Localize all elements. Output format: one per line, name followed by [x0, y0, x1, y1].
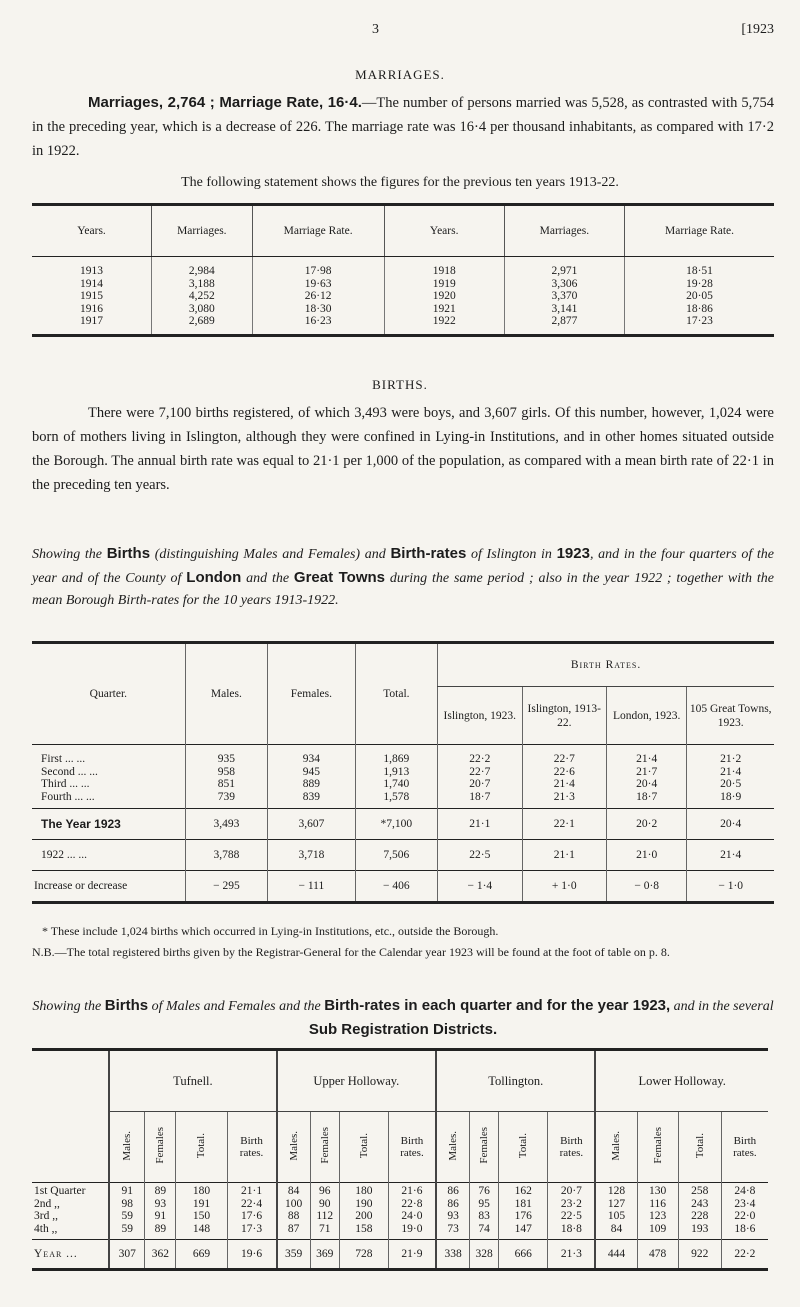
cell: 21·4 — [607, 745, 687, 766]
col-males: Males. — [277, 1112, 311, 1183]
cell: 200 — [339, 1210, 388, 1223]
col-males: Males. — [595, 1112, 637, 1183]
col-marriages: Marriages. — [504, 205, 624, 257]
cell: 1921 — [384, 303, 504, 316]
cell: 76 — [470, 1183, 499, 1198]
row-label: Second ... ... — [41, 765, 98, 778]
cell: 935 — [185, 745, 267, 766]
cell: 18·6 — [721, 1223, 768, 1240]
cell: 20·4 — [607, 778, 687, 791]
caption-text: (distinguishing Males and Females) and — [150, 547, 391, 562]
cell: 23·2 — [548, 1198, 596, 1211]
table-row — [32, 1223, 768, 1240]
cell: 1917 — [32, 315, 152, 335]
cell: 18·30 — [252, 303, 384, 316]
cell: 922 — [678, 1240, 721, 1270]
cell: 3,493 — [185, 809, 267, 840]
cell: 123 — [637, 1210, 678, 1223]
cell: 21·9 — [388, 1240, 436, 1270]
cell: 2,689 — [152, 315, 252, 335]
table-row — [32, 1198, 768, 1211]
cell: 22·0 — [721, 1210, 768, 1223]
col-birth-rates: Birth rates. — [721, 1112, 768, 1183]
cell: 162 — [499, 1183, 548, 1198]
col-years: Years. — [384, 205, 504, 257]
cell: 3,788 — [185, 840, 267, 871]
cell: 147 — [499, 1223, 548, 1240]
caption-bold: Great Towns — [293, 568, 385, 586]
cell: 3,080 — [152, 303, 252, 316]
cell: 22·6 — [522, 766, 606, 779]
cell: 22·4 — [227, 1198, 277, 1211]
table-row — [32, 278, 774, 291]
cell: 180 — [176, 1183, 227, 1198]
cell: 1915 — [80, 290, 104, 302]
cell: 22·8 — [388, 1198, 436, 1211]
cell: 1,578 — [355, 791, 437, 809]
cell: 176 — [499, 1210, 548, 1223]
cell: 21·2 — [687, 745, 774, 766]
marriages-paragraph — [32, 91, 774, 163]
col-marriages: Marriages. — [152, 205, 252, 257]
cell: 84 — [277, 1183, 311, 1198]
row-label: First ... ... — [32, 745, 185, 766]
cell: 851 — [185, 778, 267, 791]
col-birth-rates: Birth rates. — [227, 1112, 277, 1183]
cell: 21·3 — [548, 1240, 596, 1270]
row-label: Increase or decrease — [32, 871, 185, 903]
cell: 18·51 — [625, 257, 774, 278]
cell: 20·5 — [687, 778, 774, 791]
cell: 22·5 — [438, 840, 522, 871]
districts-caption — [32, 995, 774, 1042]
cell: 1913 — [80, 265, 104, 277]
col-total: Total. — [339, 1112, 388, 1183]
table-row — [32, 290, 774, 303]
cell: 100 — [277, 1198, 311, 1211]
cell: 181 — [499, 1198, 548, 1211]
table-row — [32, 303, 774, 316]
cell: 191 — [176, 1198, 227, 1211]
col-total: Total. — [176, 1112, 227, 1183]
cell: 934 — [268, 745, 356, 766]
col-birth-rates: Birth rates. — [388, 1112, 436, 1183]
table-row — [32, 315, 774, 335]
caption-text: , and in the four quarters of the year and of the County of — [32, 547, 775, 586]
table-row — [32, 791, 774, 809]
cell: 93 — [145, 1198, 176, 1211]
col-females: Females — [145, 1112, 176, 1183]
cell: 21·4 — [522, 778, 606, 791]
cell: 16·23 — [252, 315, 384, 335]
cell: 19·63 — [252, 278, 384, 291]
caption-text: of Males and Females and the — [148, 999, 325, 1014]
cell: 2,877 — [504, 315, 624, 335]
table-row — [32, 766, 774, 779]
cell: 22·2 — [721, 1240, 768, 1270]
table-row-change — [32, 871, 774, 903]
cell: 96 — [310, 1183, 339, 1198]
row-label: Third ... ... — [41, 778, 90, 790]
cell: 359 — [277, 1240, 311, 1270]
births-table-caption — [32, 543, 774, 613]
caption-text: Showing the — [32, 547, 107, 562]
table-row — [32, 1240, 768, 1270]
cell: 7,506 — [355, 840, 437, 871]
cell: 22·2 — [438, 745, 522, 766]
table-row — [32, 257, 774, 278]
cell: 109 — [637, 1223, 678, 1240]
row-label: 2nd ,, — [34, 1197, 60, 1210]
cell: 128 — [595, 1183, 637, 1198]
cell: 17·98 — [252, 257, 384, 278]
row-label: Fourth ... ... — [41, 790, 95, 803]
cell: 193 — [678, 1223, 721, 1240]
cell: 1922 — [384, 315, 504, 335]
caption-bold: Birth-rates in each quarter and for the year 1923, — [324, 997, 671, 1014]
cell: 19·0 — [388, 1223, 436, 1240]
cell: 20·2 — [607, 809, 687, 840]
cell: 18·7 — [438, 791, 522, 809]
cell: 1914 — [80, 277, 104, 290]
cell: 243 — [678, 1198, 721, 1211]
col-females: Females — [470, 1112, 499, 1183]
cell: 86 — [436, 1183, 470, 1198]
col-males: Males. — [185, 643, 267, 745]
page-number: 3 — [372, 22, 379, 37]
cell: 18·86 — [625, 303, 774, 316]
caption-text: Showing the — [32, 999, 105, 1014]
cell: 91 — [109, 1183, 145, 1198]
cell: − 1·0 — [687, 871, 774, 903]
cell: 74 — [470, 1223, 499, 1240]
cell: 1,869 — [355, 745, 437, 766]
cell: 24·8 — [721, 1183, 768, 1198]
table-row-1922 — [32, 840, 774, 871]
births-nb: N.B.—The total registered births given by the Registrar-General for the Calendar year 1923 will be found at the foot of table on p. 8. — [32, 945, 670, 959]
caption-bold: Births — [106, 545, 151, 562]
cell: 87 — [277, 1223, 311, 1240]
cell: 116 — [637, 1198, 678, 1211]
cell: 190 — [339, 1198, 388, 1211]
cell: *7,100 — [355, 809, 437, 840]
caption-bold: 1923 — [556, 545, 590, 562]
cell: − 295 — [185, 871, 267, 903]
cell: 258 — [678, 1183, 721, 1198]
cell: 20·7 — [438, 778, 522, 791]
cell: 3,306 — [504, 278, 624, 291]
cell: 18·9 — [687, 791, 774, 809]
caption-bold: Births — [104, 997, 149, 1014]
cell: 3,607 — [268, 809, 356, 840]
cell: − 1·4 — [438, 871, 522, 903]
col-great-towns: 105 Great Towns, 1923. — [687, 687, 774, 745]
col-females: Females. — [268, 643, 356, 745]
cell: 88 — [277, 1210, 311, 1223]
cell: 17·23 — [625, 315, 774, 335]
row-label: The Year 1923 — [32, 809, 185, 840]
cell: − 111 — [268, 871, 356, 903]
cell: 112 — [310, 1210, 339, 1223]
page-header — [0, 22, 800, 42]
table-row — [32, 1210, 768, 1223]
cell: 18·7 — [607, 791, 687, 809]
col-females: Females — [637, 1112, 678, 1183]
group-upper-holloway: Upper Holloway. — [277, 1050, 436, 1112]
cell: 21·7 — [607, 766, 687, 779]
col-quarter: Quarter. — [32, 643, 185, 745]
cell: 3,188 — [152, 278, 252, 291]
col-marriage-rate: Marriage Rate. — [625, 205, 774, 257]
cell: 1,740 — [355, 778, 437, 791]
births-table — [32, 641, 774, 904]
cell: 180 — [339, 1183, 388, 1198]
cell: 26·12 — [252, 290, 384, 303]
cell: 18·8 — [548, 1223, 596, 1240]
cell: 84 — [595, 1223, 637, 1240]
cell: 73 — [436, 1223, 470, 1240]
cell: 1919 — [384, 278, 504, 291]
caption-text: during the same period ; also in the year 1922 ; together with the mean Borough Birth-rates for the 10 years 1913-1922. — [32, 570, 774, 608]
cell: 3,370 — [504, 290, 624, 303]
row-label: 4th ,, — [34, 1222, 58, 1235]
cell: 3,718 — [268, 840, 356, 871]
cell: − 0·8 — [607, 871, 687, 903]
row-label: 3rd ,, — [34, 1210, 58, 1222]
cell: 98 — [109, 1198, 145, 1211]
cell: 21·1 — [227, 1183, 277, 1198]
cell: 21·0 — [607, 840, 687, 871]
group-tollington: Tollington. — [436, 1050, 595, 1112]
cell: 21·1 — [438, 809, 522, 840]
cell: 839 — [268, 791, 356, 809]
births-footnote: * These include 1,024 births which occurred in Lying-in Institutions, etc., outside the Borough. — [42, 924, 499, 938]
group-birth-rates: Birth Rates. — [438, 643, 774, 687]
cell: 90 — [310, 1198, 339, 1211]
districts-table — [32, 1048, 768, 1271]
col-marriage-rate: Marriage Rate. — [252, 205, 384, 257]
cell: 1916 — [80, 302, 104, 315]
cell: 945 — [268, 766, 356, 779]
cell: 478 — [637, 1240, 678, 1270]
col-females: Females — [310, 1112, 339, 1183]
cell: 91 — [145, 1210, 176, 1223]
cell: 19·6 — [227, 1240, 277, 1270]
table-row — [32, 745, 774, 766]
cell: 158 — [339, 1223, 388, 1240]
col-london: London, 1923. — [607, 687, 687, 745]
cell: 59 — [109, 1223, 145, 1240]
cell: 328 — [470, 1240, 499, 1270]
cell: 1918 — [384, 257, 504, 278]
cell: 889 — [268, 778, 356, 791]
cell: 21·4 — [687, 766, 774, 779]
cell: 93 — [436, 1210, 470, 1223]
cell: 20·05 — [625, 290, 774, 303]
cell: 21·6 — [388, 1183, 436, 1198]
cell: − 406 — [355, 871, 437, 903]
col-islington-1923: Islington, 1923. — [438, 687, 522, 745]
births-paragraph: There were 7,100 births registered, of which 3,493 were boys, and 3,607 girls. Of this number, however, 1,024 were born of mothers living in Islington, although they were confined in Lying-in Institutions, and in other homes situated outside the Borough. The annual birth rate was equal to 21·1 per 1,000 of the population, as compared with a mean birth rate of 22·1 in the preceding ten years. — [32, 405, 774, 493]
cell: 89 — [145, 1183, 176, 1198]
caption-bold: Sub Registration Districts. — [308, 1020, 498, 1038]
cell: 369 — [310, 1240, 339, 1270]
marriages-title: MARRIAGES. — [355, 67, 445, 82]
cell: 20·7 — [548, 1183, 596, 1198]
col-total: Total. — [678, 1112, 721, 1183]
col-total: Total. — [499, 1112, 548, 1183]
cell: 1,913 — [355, 766, 437, 779]
cell: 666 — [499, 1240, 548, 1270]
cell: 228 — [678, 1210, 721, 1223]
cell: 86 — [436, 1198, 470, 1211]
row-label: 1922 ... ... — [32, 840, 185, 871]
cell: 21·1 — [522, 840, 606, 871]
cell: 2,971 — [504, 257, 624, 278]
cell: 59 — [109, 1210, 145, 1223]
col-islington-mean: Islington, 1913-22. — [522, 687, 606, 745]
cell: 17·6 — [227, 1210, 277, 1223]
table-row — [32, 1183, 768, 1198]
cell: 958 — [185, 766, 267, 779]
cell: 669 — [176, 1240, 227, 1270]
marriages-table — [32, 203, 774, 337]
cell: 739 — [185, 791, 267, 809]
caption-text: of Islington in — [466, 547, 557, 562]
cell: + 1·0 — [522, 871, 606, 903]
col-birth-rates: Birth rates. — [548, 1112, 596, 1183]
cell: 728 — [339, 1240, 388, 1270]
cell: 148 — [176, 1223, 227, 1240]
cell: 362 — [145, 1240, 176, 1270]
group-lower-holloway: Lower Holloway. — [595, 1050, 768, 1112]
marriages-body: —The number of persons married was 5,528, as contrasted with 5,754 in the preceding year, which is a decrease of 226. The marriage rate was 16·4 per thousand inhabitants, as compared with 17·2 in 1922. — [32, 95, 774, 159]
col-males: Males. — [109, 1112, 145, 1183]
caption-bold: London — [186, 568, 242, 586]
cell: 4,252 — [152, 290, 252, 303]
cell: 105 — [595, 1210, 637, 1223]
marriages-table-intro: The following statement shows the figures for the previous ten years 1913-22. — [181, 175, 619, 190]
cell: 444 — [595, 1240, 637, 1270]
cell: 24·0 — [388, 1210, 436, 1223]
table-row — [32, 778, 774, 791]
cell: 23·4 — [721, 1198, 768, 1211]
row-label: 1st Quarter — [32, 1183, 109, 1198]
cell: 21·4 — [687, 840, 774, 871]
cell: 89 — [145, 1223, 176, 1240]
cell: 3,141 — [504, 303, 624, 316]
row-label: Year ... — [32, 1240, 109, 1270]
cell: 1920 — [384, 290, 504, 303]
cell: 130 — [637, 1183, 678, 1198]
cell: 21·3 — [522, 791, 606, 809]
cell: 150 — [176, 1210, 227, 1223]
cell: 83 — [470, 1210, 499, 1223]
cell: 22·7 — [522, 745, 606, 766]
caption-text: and the — [241, 570, 294, 586]
col-males: Males. — [436, 1112, 470, 1183]
cell: 22·7 — [438, 766, 522, 779]
cell: 307 — [109, 1240, 145, 1270]
cell: 22·5 — [548, 1210, 596, 1223]
cell: 95 — [470, 1198, 499, 1211]
cell: 71 — [310, 1223, 339, 1240]
col-period — [32, 1050, 109, 1183]
cell: 22·1 — [522, 809, 606, 840]
cell: 19·28 — [625, 278, 774, 291]
cell: 338 — [436, 1240, 470, 1270]
births-title: BIRTHS. — [372, 377, 428, 392]
cell: 17·3 — [227, 1223, 277, 1240]
cell: 127 — [595, 1198, 637, 1211]
col-total: Total. — [355, 643, 437, 745]
cell: 2,984 — [152, 257, 252, 278]
group-tufnell: Tufnell. — [109, 1050, 276, 1112]
header-year: [1923 — [741, 22, 774, 37]
caption-text: and in the several — [670, 999, 774, 1014]
col-years: Years. — [32, 205, 152, 257]
marriages-lead: Marriages, 2,764 ; Marriage Rate, 16·4. — [88, 94, 362, 111]
caption-bold: Birth-rates — [390, 545, 467, 562]
cell: 20·4 — [687, 809, 774, 840]
table-row-year — [32, 809, 774, 840]
